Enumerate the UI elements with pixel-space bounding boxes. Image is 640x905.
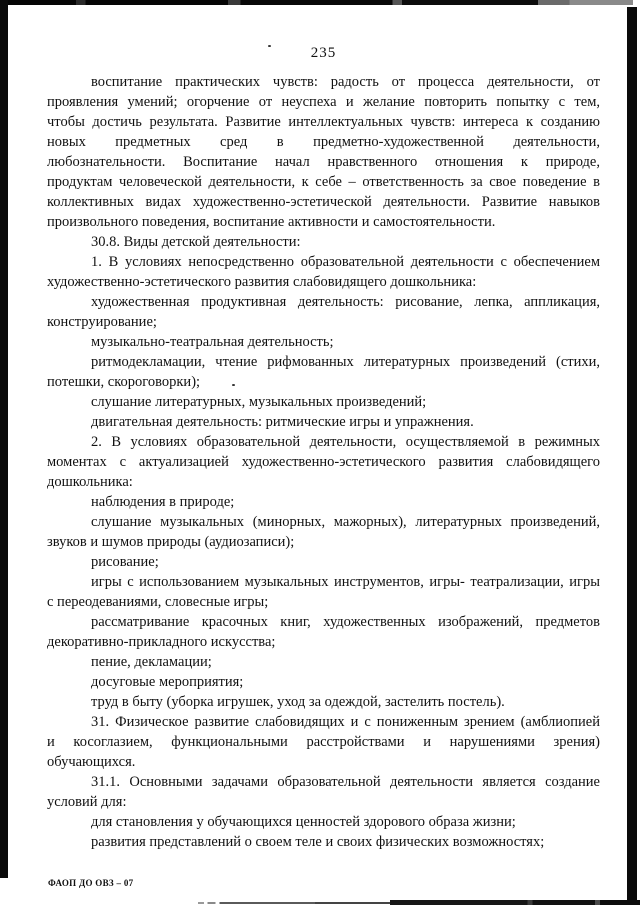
text-line: конструирование;: [47, 314, 157, 330]
text-line: слушание музыкальных (минорных, мажорных), литературных произведений,: [91, 514, 600, 530]
text-line: развития представлений о своем теле и своих физических возможностях;: [91, 834, 545, 850]
text-line: новых предметных сред в предметно-художественной деятельности,: [47, 134, 600, 150]
paragraph: [47, 712, 600, 772]
paragraph: [47, 572, 600, 612]
text-line: 30.8. Виды детской деятельности:: [91, 234, 301, 250]
paragraph: [47, 692, 600, 712]
text-line: условий для:: [47, 794, 127, 810]
text-line: проявления умений; огорчение от неуспеха и желание повторить попытку с тем,: [47, 94, 600, 110]
text-line: чтобы достичь результата. Развитие интеллектуальных чувств: интереса к созданию: [47, 114, 600, 130]
text-line: 31.1. Основными задачами образовательной деятельности является создание: [91, 774, 600, 790]
text-line: 1. В условиях непосредственно образовательной деятельности с обеспечением: [91, 254, 600, 270]
paragraph: [47, 492, 600, 512]
text-line: моментах с актуализацией художественно-эстетического развития слабовидящего: [47, 454, 600, 470]
paragraph: [47, 812, 600, 832]
text-line: воспитание практических чувств: радость от процесса деятельности, от: [91, 74, 600, 90]
text-line: художественная продуктивная деятельность: рисование, лепка, аппликация,: [91, 294, 600, 310]
scan-border-right: [627, 7, 637, 905]
paragraph: [47, 232, 600, 252]
text-line: 2. В условиях образовательной деятельности, осуществляемой в режимных: [91, 434, 600, 450]
text-line: труд в быту (уборка игрушек, уход за одеждой, застелить постель).: [91, 694, 505, 710]
text-line: продуктам человеческой деятельности, к себе – ответственность за свое поведение в: [47, 174, 600, 190]
text-block: [47, 72, 600, 852]
text-line: двигательная деятельность: ритмические игры и упражнения.: [91, 414, 474, 430]
paragraph: [47, 552, 600, 572]
paragraph: [47, 772, 600, 812]
paragraph: [47, 612, 600, 652]
text-line: художественно-эстетического развития слабовидящего дошкольника:: [47, 274, 477, 290]
paragraph: [47, 652, 600, 672]
paragraph: [47, 72, 600, 232]
text-line: декоративно-прикладного искусства;: [47, 634, 276, 650]
text-line: рассматривание красочных книг, художественных изображений, предметов: [91, 614, 600, 630]
text-line: потешки, скороговорки);: [47, 374, 201, 390]
paragraph: [47, 672, 600, 692]
paragraph: [47, 252, 600, 292]
text-line: с переодеваниями, словесные игры;: [47, 594, 269, 610]
scan-border-bottom-light: [198, 902, 393, 904]
page-number: 235: [310, 45, 337, 61]
text-line: слушание литературных, музыкальных произведений;: [91, 394, 427, 410]
text-line: дошкольника:: [47, 474, 133, 490]
scan-artifact-tick: [0, 128, 3, 142]
footer-label: ФАОП ДО ОВЗ – 07: [48, 878, 134, 888]
paragraph: [47, 512, 600, 552]
paragraph: [47, 832, 600, 852]
text-line: любознательности. Воспитание начал нравственного отношения к природе,: [47, 154, 600, 170]
text-line: наблюдения в природе;: [91, 494, 235, 510]
paragraph: [47, 392, 600, 412]
text-line: ритмодекламации, чтение рифмованных литературных произведений (стихи,: [91, 354, 600, 370]
paragraph: [47, 412, 600, 432]
text-line: рисование;: [91, 554, 159, 570]
scan-border-top: [0, 0, 633, 5]
text-line: игры с использованием музыкальных инструментов, игры- театрализации, игры: [91, 574, 600, 590]
text-line: коллективных видах художественно-эстетической деятельности. Развитие навыков: [47, 194, 600, 210]
text-line: 31. Физическое развитие слабовидящих и с пониженным зрением (амблиопией: [91, 714, 600, 730]
text-line: пение, декламации;: [91, 654, 212, 670]
scan-border-bottom-dark: [390, 900, 640, 905]
text-line: и косоглазием, функциональными расстройствами и нарушениями зрения): [47, 734, 600, 750]
text-line: произвольного поведения, воспитание активности и самостоятельности.: [47, 214, 496, 230]
text-line: музыкально-театральная деятельность;: [91, 334, 334, 350]
text-line: для становления у обучающихся ценностей здорового образа жизни;: [91, 814, 516, 830]
paragraph: [47, 332, 600, 352]
paragraph: [47, 292, 600, 332]
paragraph: [47, 432, 600, 492]
text-line: досуговые мероприятия;: [91, 674, 244, 690]
text-line: звуков и шумов природы (аудиозаписи);: [47, 534, 295, 550]
paragraph: [47, 352, 600, 392]
text-line: обучающихся.: [47, 754, 136, 770]
